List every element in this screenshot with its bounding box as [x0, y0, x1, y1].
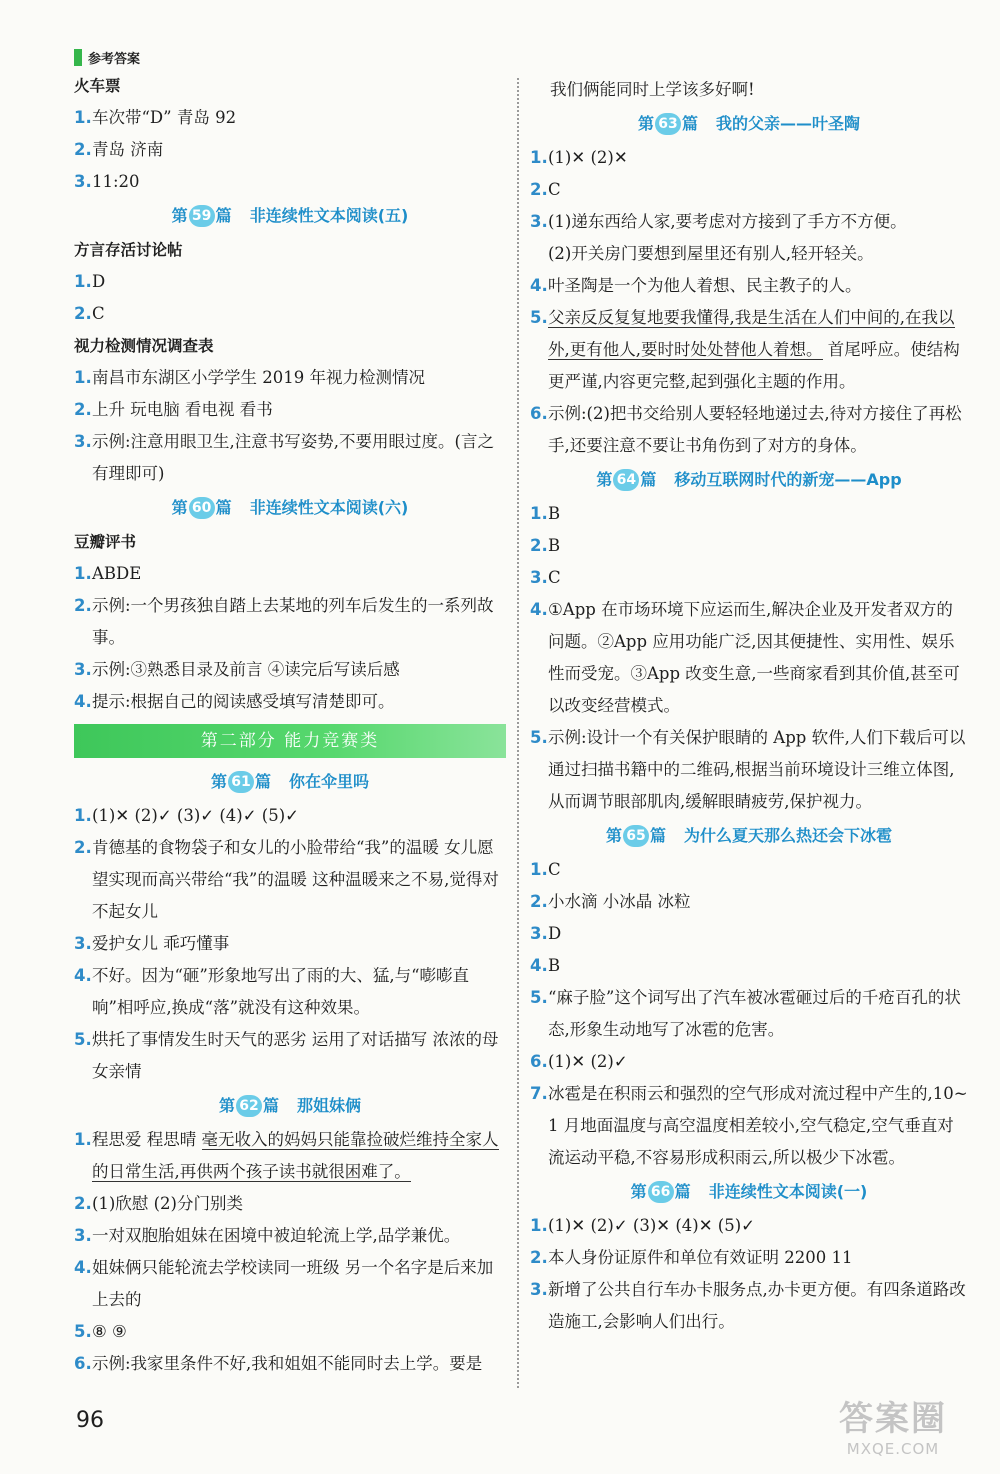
answer-item: 2 . (1)欣慰 (2)分门别类 [74, 1188, 506, 1220]
answer-item: 2 . C [530, 174, 968, 206]
subheading: 豆瓣评书 [74, 533, 137, 551]
answer-item: 3 . 爱护女儿 乖巧懂事 [74, 928, 506, 960]
answer-item: 2 . C [74, 298, 506, 330]
answer-item: 5 . 示例:设计一个有关保护眼睛的 App 软件,人们下载后可以通过扫描书籍中的二维码,根据当前环境设计三维立体图,从而调节眼部肌肉,缓解眼睛疲劳,保护视力。 [530, 722, 968, 818]
answer-item: 7 . 冰雹是在积雨云和强烈的空气形成对流过程中产生的,10~1 月地面温度与高空温度相差较小,空气稳定,空气垂直对流运动平稳,不容易形成积雨云,所以极少下冰雹。 [530, 1078, 968, 1174]
underlined-sentence: 毫无收入的妈妈只能靠捡破烂维持全家人的日常生活,再供两个孩子读书就很困难了。 [92, 1130, 499, 1181]
answer-item: 4 . 提示:根据自己的阅读感受填写清楚即可。 [74, 686, 506, 718]
section-number-badge: 60 [189, 497, 215, 519]
section-heading-64: 第 64 篇 移动互联网时代的新宠——App [596, 470, 902, 489]
answer-item: 2 . 青岛 济南 [74, 134, 506, 166]
answer-item: 1 . (1)✕ (2)✕ [530, 142, 968, 174]
section-number-badge: 64 [613, 469, 639, 491]
answer-item: 2 . 本人身份证原件和单位有效证明 2200 11 [530, 1242, 968, 1274]
section-number-badge: 61 [228, 771, 254, 793]
answer-item: 2 . 示例:一个男孩独自踏上去某地的列车后发生的一系列故事。 [74, 590, 506, 654]
subheading: 视力检测情况调查表 [74, 337, 214, 355]
answer-item: 3 . 示例:③熟悉目录及前言 ④读完后写读后感 [74, 654, 506, 686]
page-number: 96 [76, 1408, 104, 1433]
subheading: 方言存活讨论帖 [74, 241, 183, 259]
answer-item: 4 . ①App 在市场环境下应运而生,解决企业及开发者双方的问题。②App 应用功能广泛,因其便捷性、实用性、娱乐性而受宠。③App 改变生意,一些商家看到其价值,甚至可以改变经营模式。 [530, 594, 968, 722]
answer-item: 5 . “麻子脸”这个词写出了汽车被冰雹砸过后的千疮百孔的状态,形象生动地写了冰雹的危害。 [530, 982, 968, 1046]
subheading: 火车票 [74, 77, 121, 95]
answer-item: 3 . 一对双胞胎姐妹在困境中被迫轮流上学,品学兼优。 [74, 1220, 506, 1252]
watermark-logo [795, 1398, 991, 1466]
section-heading-65: 第 65 篇 为什么夏天那么热还会下冰雹 [605, 826, 893, 845]
answer-item: 2 . 小水滴 小冰晶 冰粒 [530, 886, 968, 918]
header-marker-icon [74, 49, 82, 66]
section-heading-66: 第 66 篇 非连续性文本阅读(一) [630, 1182, 868, 1201]
section-heading-60: 第 60 篇 非连续性文本阅读(六) [171, 498, 409, 517]
answer-item: 3 . 示例:注意用眼卫生,注意书写姿势,不要用眼过度。(言之有理即可) [74, 426, 506, 490]
answer-item: 1 . 车次带“D” 青岛 92 [74, 102, 506, 134]
part-two-banner: 第二部分 能力竞赛类 [74, 724, 506, 758]
column-divider [517, 78, 519, 1388]
answer-item: 1 . (1)✕ (2)✓ (3)✓ (4)✓ (5)✓ [74, 800, 506, 832]
right-column [530, 74, 968, 1338]
answer-item: 2 . 上升 玩电脑 看电视 看书 [74, 394, 506, 426]
watermark-url: MXQE.COM [846, 1440, 940, 1458]
answer-item: 5 . 父亲反反复复地要我懂得,我是生活在人们中间的,在我以外,更有他人,要时时处处替他人着想。 首尾呼应。使结构更严谨,内容更完整,起到强化主题的作用。 [530, 302, 968, 398]
section-heading-62: 第 62 篇 那姐妹俩 [218, 1096, 362, 1115]
answer-item: 3 . 新增了公共自行车办卡服务点,办卡更方便。有四条道路改造施工,会影响人们出行。 [530, 1274, 968, 1338]
answer-item: 1 . (1)✕ (2)✓ (3)✕ (4)✕ (5)✓ [530, 1210, 968, 1242]
answer-item: 2 . B [530, 530, 968, 562]
left-column [74, 70, 506, 1380]
answer-item: 1 . C [530, 854, 968, 886]
underlined-sentence: 父亲反反复复地要我懂得,我是生活在人们中间的,在我以外,更有他人,要时时处处替他人着想。 [548, 308, 955, 359]
answer-item: 1 . B [530, 498, 968, 530]
answer-item: 6 . 示例:我家里条件不好,我和姐姐不能同时去上学。要是 [74, 1348, 506, 1380]
section-number-badge: 59 [189, 205, 215, 227]
answer-item: 4 . B [530, 950, 968, 982]
header-text: 参考答案 [88, 51, 141, 67]
answer-item: 4 . 不好。因为“砸”形象地写出了雨的大、猛,与“嘭嘭直响”相呼应,换成“落”就没有这种效果。 [74, 960, 506, 1024]
answer-item: 4 . 叶圣陶是一个为他人着想、民主教子的人。 [530, 270, 968, 302]
answer-item: 1 . 南昌市东湖区小学学生 2019 年视力检测情况 [74, 362, 506, 394]
answer-item: 3 . (1)递东西给人家,要考虑对方接到了手方不方便。 (2)开关房门要想到屋里还有别人,轻开轻关。 [530, 206, 968, 270]
section-number-badge: 62 [236, 1095, 262, 1117]
section-number-badge: 63 [655, 113, 681, 135]
answer-item: 6 . 示例:(2)把书交给别人要轻轻地递过去,待对方接住了再松手,还要注意不要让书角伤到了对方的身体。 [530, 398, 968, 462]
answer-item: 3 . 11:20 [74, 166, 506, 198]
section-number-badge: 65 [623, 825, 649, 847]
answer-item: 1 . 程思爱 程思晴 毫无收入的妈妈只能靠捡破烂维持全家人的日常生活,再供两个孩子读书就很困难了。 [74, 1124, 506, 1188]
section-heading-61: 第 61 篇 你在伞里吗 [210, 772, 370, 791]
section-heading-59: 第 59 篇 非连续性文本阅读(五) [171, 206, 409, 225]
continuation-line: 我们俩能同时上学该多好啊! [550, 80, 755, 99]
header-tag [74, 48, 140, 66]
answer-item: 5 . 烘托了事情发生时天气的恶劣 运用了对话描写 浓浓的母女亲情 [74, 1024, 506, 1088]
answer-item: 4 . 姐妹俩只能轮流去学校读同一班级 另一个名字是后来加上去的 [74, 1252, 506, 1316]
answer-item: 2 . 肯德基的食物袋子和女儿的小脸带给“我”的温暖 女儿愿望实现而高兴带给“我”的温暖 这种温暖来之不易,觉得对不起女儿 [74, 832, 506, 928]
section-heading-63: 第 63 篇 我的父亲——叶圣陶 [637, 114, 861, 133]
answer-item: 1 . D [74, 266, 506, 298]
section-number-badge: 66 [648, 1181, 674, 1203]
answer-item: 5 . ⑧ ⑨ [74, 1316, 506, 1348]
answer-item: 6 . (1)✕ (2)✓ [530, 1046, 968, 1078]
answer-item: 3 . C [530, 562, 968, 594]
answer-item: 1 . ABDE [74, 558, 506, 590]
watermark-title: 答案圈 [839, 1399, 947, 1439]
answer-item: 3 . D [530, 918, 968, 950]
